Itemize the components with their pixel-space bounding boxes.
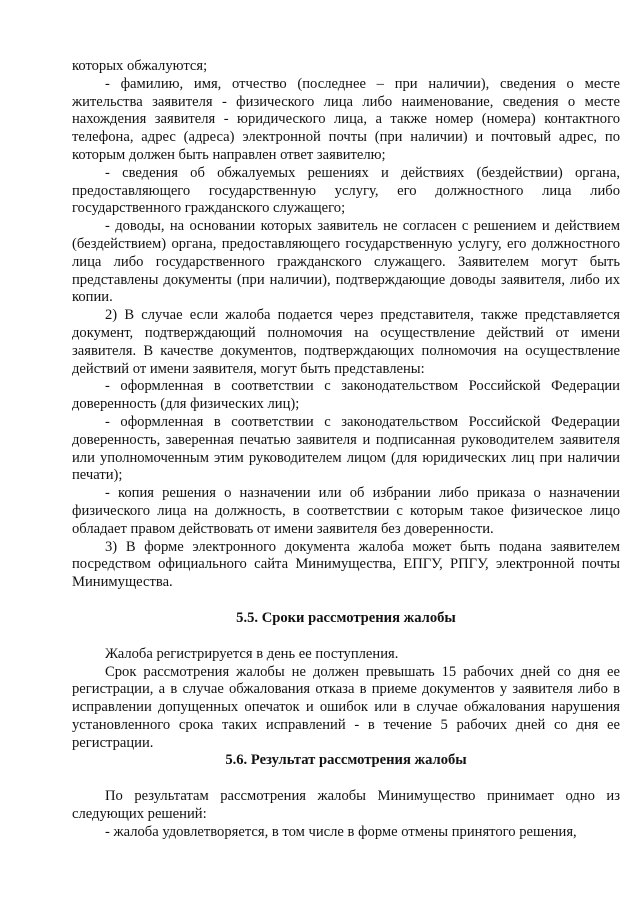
spacer	[72, 592, 620, 610]
paragraph-applicant-name: - фамилию, имя, отчество (последнее – при наличии), сведения о месте жительства заявителя - физического лица либо наименование, сведения о месте нахождения заявителя - юридического лица, а также номер (номера) контактного телефона, адрес (адреса) электронной почты (при наличии) и почтовый адрес, по которым должен быть направлен ответ заявителю;	[72, 75, 620, 163]
section-heading-5-6: 5.6. Результат рассмотрения жалобы	[225, 752, 467, 769]
paragraph-power-of-attorney-individuals: - оформленная в соответствии с законодательством Российской Федерации доверенность (для физических лиц);	[72, 378, 620, 413]
paragraph-power-of-attorney-legal: - оформленная в соответствии с законодательством Российской Федерации доверенность, заверенная печатью заявителя и подписанная руководителем заявителя или уполномоченным этим руководителем лицом (для юридических лиц при наличии печати);	[72, 413, 620, 484]
paragraph-complaint-satisfied: - жалоба удовлетворяется, в том числе в форме отмены принятого решения,	[105, 823, 577, 840]
paragraph-review-results: По результатам рассмотрения жалобы Минимущество принимает одно из следующих решений:	[72, 788, 620, 823]
spacer	[72, 770, 620, 788]
paragraph-electronic-form: 3) В форме электронного документа жалоба может быть подана заявителем посредством официального сайта Минимущества, ЕПГУ, РПГУ, электронной почты Минимущества.	[72, 538, 620, 591]
paragraph-appointment-copy: - копия решения о назначении или об избрании либо приказа о назначении физического лица на должность, в соответствии с которым такое физическое лицо обладает правом действовать от имени заявителя без доверенности.	[72, 485, 620, 537]
document-page	[72, 58, 620, 842]
section-heading-5-5: 5.5. Сроки рассмотрения жалобы	[236, 609, 456, 626]
paragraph-registration: Жалоба регистрируется в день ее поступления.	[105, 645, 399, 662]
paragraph-appealed-decisions: - сведения об обжалуемых решениях и действиях (бездействии) органа, предоставляющего государственную услугу, его должностного лица либо государственного гражданского служащего;	[72, 164, 620, 217]
paragraph-review-period: Срок рассмотрения жалобы не должен превышать 15 рабочих дней со дня ее регистрации, а в случае обжалования отказа в приеме документов у заявителя либо в исправлении допущенных опечаток и ошибок или в случае обжалования нарушения установленного срока таких исправлений - в течение 5 рабочих дней со дня ее регистрации.	[72, 663, 620, 751]
spacer	[72, 628, 620, 646]
paragraph-representative: 2) В случае если жалоба подается через представителя, также представляется документ, подтверждающий полномочия на осуществление действий от имени заявителя. В качестве документов, подтверждающих полномочия на осуществление действий от имени заявителя, могут быть представлены:	[72, 307, 620, 377]
paragraph: которых обжалуются;	[72, 58, 208, 74]
paragraph-arguments: - доводы, на основании которых заявитель не согласен с решением и действием (бездействием) органа, предоставляющего государственную услугу, его должностного лица либо государственного гражданского служащего. Заявителем могут быть представлены документы (при наличии), подтверждающие доводы заявителя, либо их копии.	[72, 218, 620, 306]
